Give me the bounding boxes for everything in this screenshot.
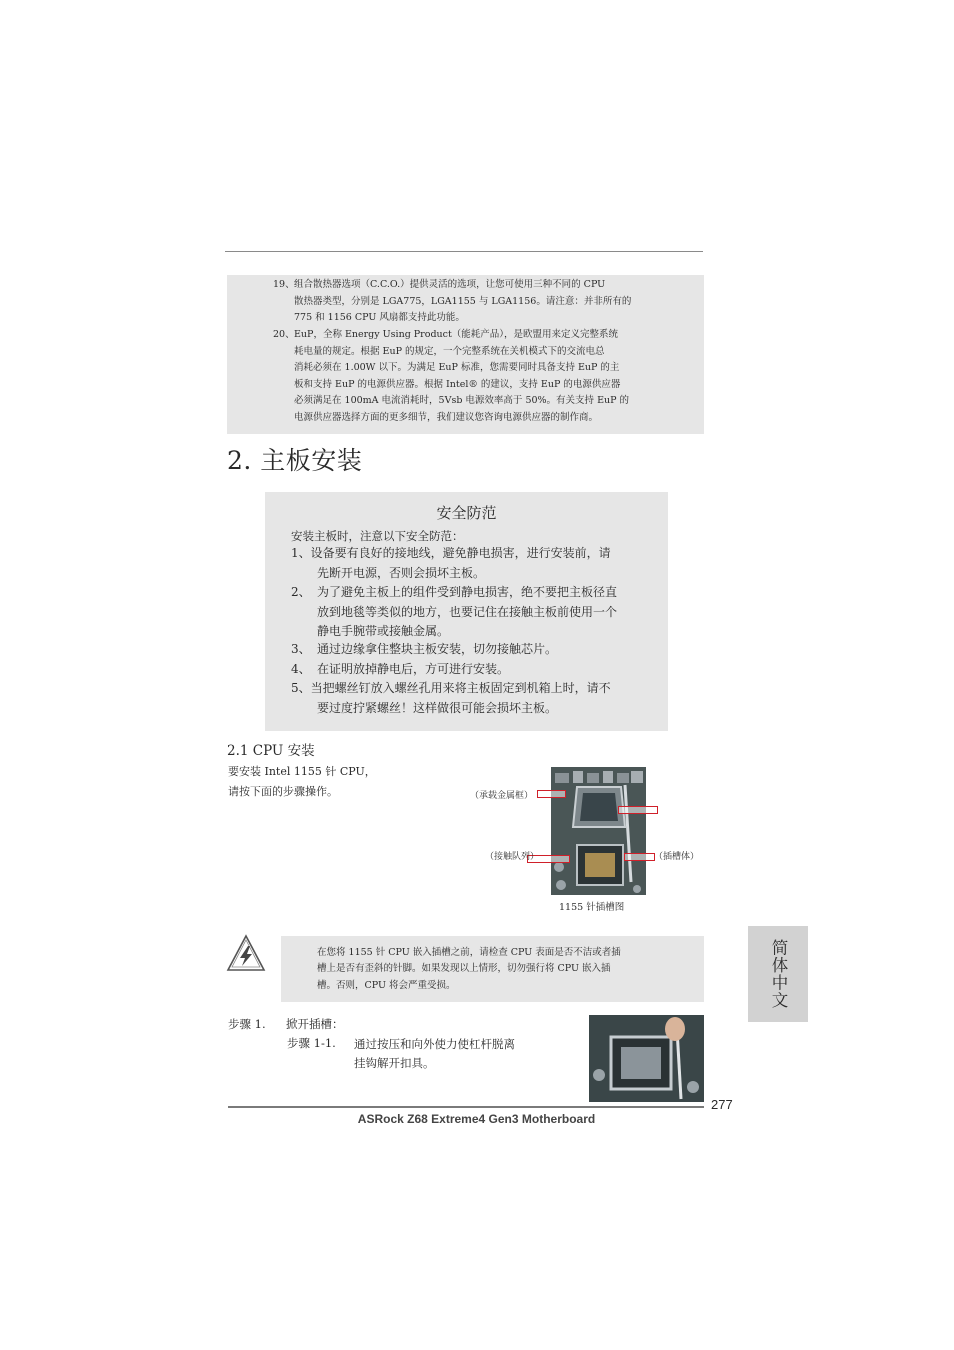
safety-item-line: 通过边缘拿住整块主板安装，切勿接触芯片。 — [317, 642, 558, 656]
warning-line: 槽。否则，CPU 将会严重受损。 — [317, 979, 456, 991]
warning-triangle-icon — [226, 933, 266, 973]
language-tab — [748, 926, 808, 1022]
note-line: EuP，全称 Energy Using Product（能耗产品），是欧盟用来定义完整系统 — [294, 329, 619, 340]
note-line: 775 和 1156 CPU 风扇都支持此功能。 — [294, 312, 465, 324]
safety-item-line: 静电手腕带或接触金属。 — [317, 624, 450, 638]
step-1-text: 掀开插槽： — [286, 1017, 344, 1031]
notes-box — [227, 275, 704, 434]
safety-item-line: 为了避免主板上的组件受到静电损害，绝不要把主板径直 — [317, 585, 618, 599]
section-title: 2. 主板安装 — [227, 446, 363, 475]
safety-item-number: 2、 — [291, 585, 311, 599]
step-1-1-text — [354, 1035, 515, 1073]
socket-body-label: （插槽体） — [654, 852, 700, 862]
note-20 — [273, 327, 629, 427]
safety-item-number: 3、 — [291, 642, 311, 656]
page-number: 277 — [711, 1097, 733, 1112]
contact-array-label: （接触队列） — [485, 852, 540, 862]
safety-item-number: 5、 — [291, 681, 311, 695]
footer-title: ASRock Z68 Extreme4 Gen3 Motherboard — [357, 1112, 596, 1126]
note-number: 19、 — [273, 279, 295, 290]
cpu-socket-illustration — [551, 767, 646, 895]
safety-item-line: 当把螺丝钉放入螺丝孔用来将主板固定到机箱上时，请不 — [310, 681, 611, 695]
step-line: 挂钩解开扣具。 — [354, 1056, 435, 1070]
safety-item-line: 要过度拧紧螺丝！这样做很可能会损坏主板。 — [317, 700, 558, 715]
safety-item-5 — [291, 679, 611, 718]
socket-lever-illustration — [589, 1015, 704, 1102]
note-line: 电源供应器选择方面的更多细节，我们建议您咨询电源供应器的制作商。 — [294, 411, 599, 423]
warning-box — [281, 936, 704, 1002]
safety-intro: 安装主板时，注意以下安全防范： — [291, 529, 464, 543]
step-line: 通过按压和向外使力使杠杆脱离 — [354, 1037, 515, 1051]
top-divider — [225, 251, 703, 252]
note-line: 散热器类型，分别是 LGA775，LGA1155 与 LGA1156。请注意：并非所有的 — [294, 295, 632, 307]
safety-item-line: 先断开电源，否则会损坏主板。 — [317, 565, 486, 580]
note-line: 耗电量的规定。根据 EuP 的规定，一个完整系统在关机模式下的交流电总 — [294, 345, 605, 357]
warning-line: 槽上是否有歪斜的针脚。如果发现以上情形，切勿强行将 CPU 嵌入插 — [317, 963, 611, 975]
note-line: 板和支持 EuP 的电源供应器。根据 Intel® 的建议，支持 EuP 的电源供应器 — [294, 378, 621, 390]
step-1-1-label: 步骤 1-1. — [287, 1036, 336, 1050]
step-1-photo — [589, 1015, 704, 1102]
note-number: 20、 — [273, 329, 295, 340]
note-line: 必须满足在 100mA 电流消耗时，5Vsb 电源效率高于 50%。有关支持 EuP 的 — [294, 395, 630, 407]
note-line: 组合散热器选项（C.C.O.）提供灵活的选项，让您可使用三种不同的 CPU — [294, 279, 606, 290]
safety-box — [265, 492, 668, 731]
figure-caption: 1155 针插槽图 — [559, 902, 625, 913]
safety-item-line: 在证明放掉静电后，方可进行安装。 — [317, 662, 510, 676]
safety-item-2 — [291, 583, 617, 642]
warning-text — [317, 945, 621, 994]
bottom-divider — [228, 1106, 704, 1108]
cpu-section-title: 2.1 CPU 安装 — [227, 743, 315, 759]
safety-item-number: 1、 — [291, 546, 311, 560]
cpu-intro — [228, 762, 376, 802]
safety-title: 安全防范 — [436, 504, 497, 522]
language-tab-label: 简体中文 — [769, 939, 788, 1009]
load-plate-marker — [537, 790, 566, 798]
cpu-socket-photo — [551, 767, 646, 895]
cpu-intro-line: 请按下面的步骤操作。 — [228, 785, 338, 798]
warning-line: 在您将 1155 针 CPU 嵌入插槽之前，请检查 CPU 表面是否不洁或者插 — [317, 947, 621, 958]
safety-item-4 — [291, 660, 509, 680]
load-plate-label: （承载金属框） — [470, 791, 534, 801]
safety-item-3 — [291, 640, 557, 660]
safety-item-line: 设备要有良好的接地线，避免静电损害，进行安装前，请 — [310, 546, 611, 560]
lever-marker — [618, 806, 658, 814]
cpu-intro-line: 要安装 Intel 1155 针 CPU， — [228, 765, 376, 778]
safety-item-1 — [291, 544, 611, 583]
note-line: 消耗必须在 1.00W 以下。为满足 EuP 标准，您需要同时具备支持 EuP 的主 — [294, 362, 620, 374]
safety-item-line: 放到地毯等类似的地方，也要记住在接触主板前使用一个 — [317, 604, 618, 619]
note-19 — [273, 277, 631, 327]
socket-body-marker — [624, 853, 655, 861]
step-1-label: 步骤 1. — [228, 1017, 266, 1031]
safety-item-number: 4、 — [291, 662, 311, 676]
